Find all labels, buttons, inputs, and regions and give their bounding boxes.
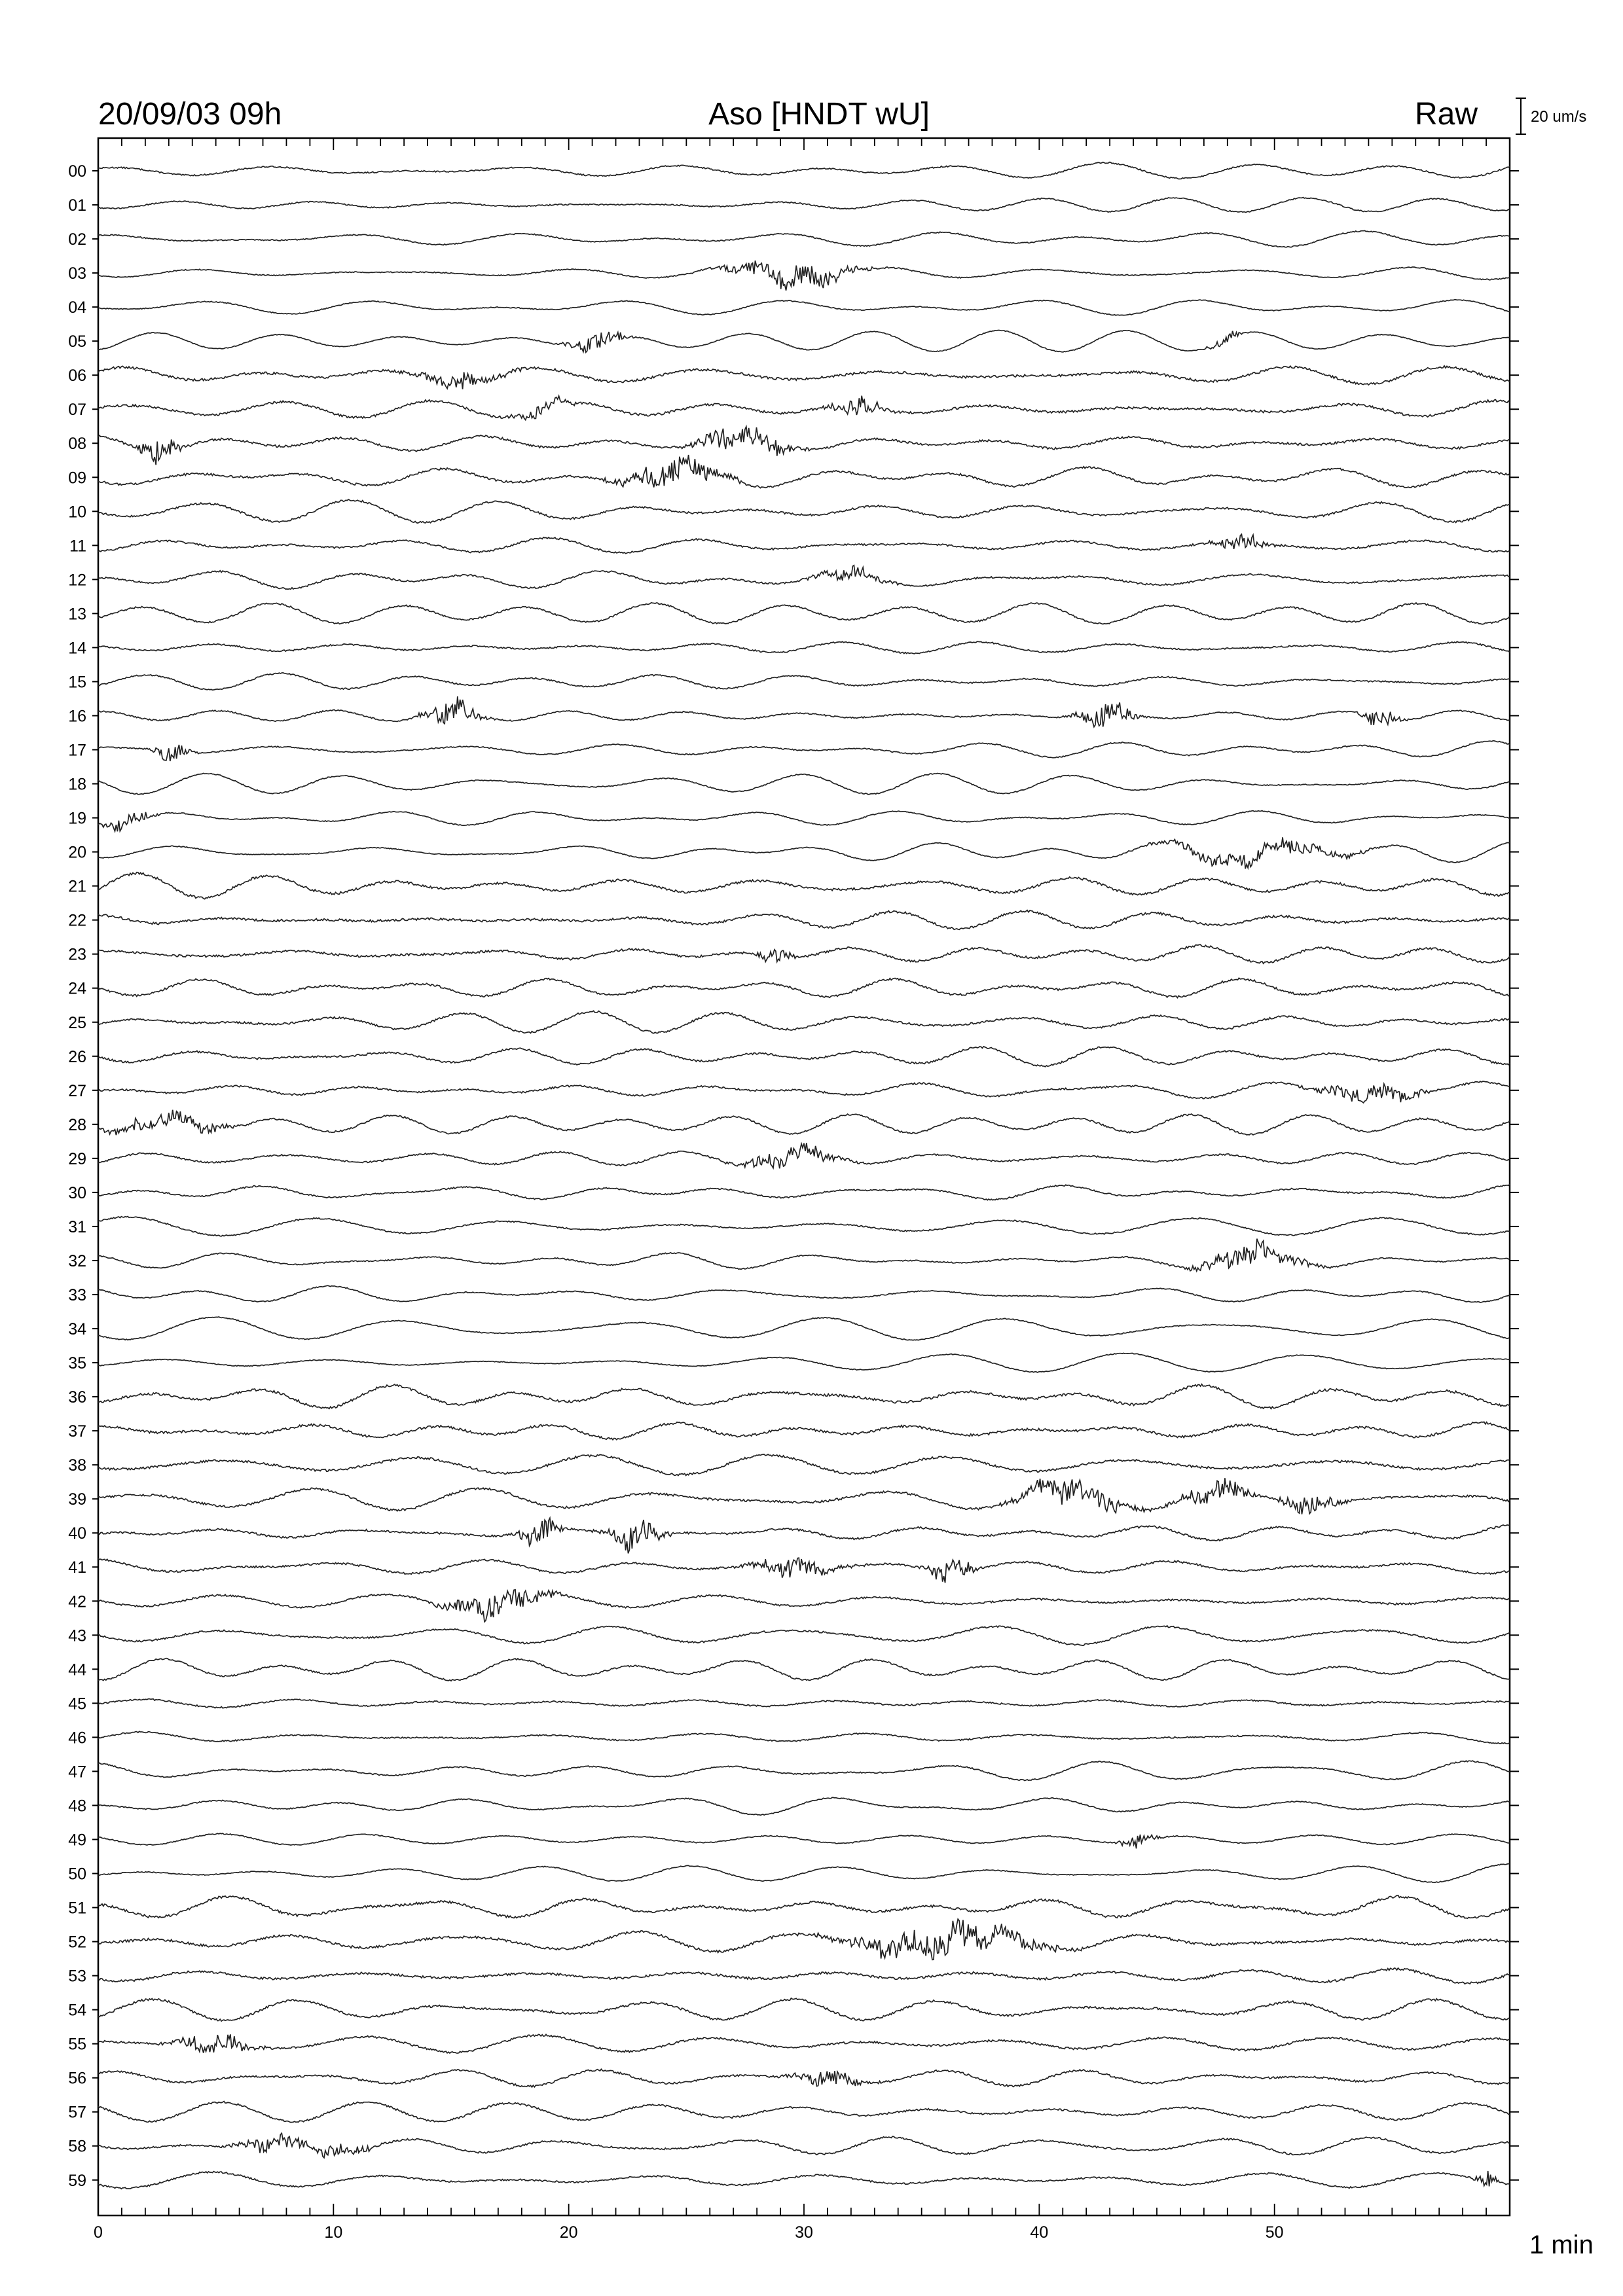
row-label: 34 xyxy=(68,1320,86,1339)
trace-43 xyxy=(98,1626,1510,1645)
trace-21 xyxy=(98,872,1510,899)
row-label: 18 xyxy=(68,775,86,794)
row-label: 16 xyxy=(68,707,86,726)
trace-10 xyxy=(98,499,1510,523)
trace-15 xyxy=(98,673,1510,690)
row-label: 39 xyxy=(68,1490,86,1509)
row-label: 25 xyxy=(68,1013,86,1032)
trace-33 xyxy=(98,1285,1510,1302)
trace-22 xyxy=(98,910,1510,930)
row-label: 26 xyxy=(68,1047,86,1066)
trace-00 xyxy=(98,162,1510,179)
row-label: 03 xyxy=(68,264,86,283)
amplitude-scale-bar xyxy=(1516,98,1526,134)
row-label: 56 xyxy=(68,2069,86,2088)
row-label: 42 xyxy=(68,1592,86,1611)
x-tick-label: 30 xyxy=(795,2223,813,2242)
row-label: 51 xyxy=(68,1899,86,1918)
trace-28 xyxy=(98,1110,1510,1136)
trace-38 xyxy=(98,1454,1510,1475)
trace-27 xyxy=(98,1081,1510,1103)
row-label: 15 xyxy=(68,673,86,692)
row-label: 07 xyxy=(68,401,86,420)
row-label: 30 xyxy=(68,1183,86,1202)
trace-14 xyxy=(98,641,1510,654)
row-label: 24 xyxy=(68,979,86,998)
trace-54 xyxy=(98,1998,1510,2021)
row-label: 40 xyxy=(68,1524,86,1543)
trace-18 xyxy=(98,773,1510,794)
row-label: 11 xyxy=(69,537,86,556)
row-label: 53 xyxy=(68,1967,86,1986)
row-label: 47 xyxy=(68,1763,86,1782)
trace-08 xyxy=(98,427,1510,465)
row-label: 13 xyxy=(68,605,86,624)
trace-01 xyxy=(98,198,1510,213)
row-label: 45 xyxy=(68,1695,86,1713)
row-label: 10 xyxy=(68,503,86,522)
trace-06 xyxy=(98,366,1510,389)
row-label: 01 xyxy=(68,196,86,215)
trace-42 xyxy=(98,1590,1510,1622)
trace-20 xyxy=(98,837,1510,869)
trace-29 xyxy=(98,1143,1510,1168)
trace-53 xyxy=(98,1968,1510,1984)
row-label: 55 xyxy=(68,2035,86,2054)
row-label: 50 xyxy=(68,1865,86,1884)
trace-49 xyxy=(98,1833,1510,1848)
amplitude-scale-label: 20 um/s xyxy=(1531,108,1587,126)
x-tick-group xyxy=(94,2223,1284,2242)
row-label: 49 xyxy=(68,1831,86,1850)
row-label: 12 xyxy=(68,571,86,590)
row-label: 38 xyxy=(68,1456,86,1475)
row-label: 31 xyxy=(68,1217,86,1236)
trace-09 xyxy=(98,455,1510,488)
trace-55 xyxy=(98,2034,1510,2053)
row-label: 58 xyxy=(68,2137,86,2156)
trace-40 xyxy=(98,1518,1510,1553)
trace-12 xyxy=(98,565,1510,590)
row-label: 17 xyxy=(68,741,86,760)
row-label: 09 xyxy=(68,469,86,488)
trace-07 xyxy=(98,396,1510,420)
trace-31 xyxy=(98,1217,1510,1236)
row-label: 06 xyxy=(68,367,86,386)
trace-05 xyxy=(98,331,1510,353)
trace-45 xyxy=(98,1699,1510,1708)
trace-23 xyxy=(98,944,1510,963)
row-label: 00 xyxy=(68,162,86,181)
trace-57 xyxy=(98,2102,1510,2123)
row-label: 08 xyxy=(68,435,86,454)
row-label: 57 xyxy=(68,2103,86,2122)
trace-41 xyxy=(98,1558,1510,1583)
row-label: 23 xyxy=(68,945,86,964)
row-label: 33 xyxy=(68,1285,86,1304)
trace-56 xyxy=(98,2069,1510,2087)
trace-11 xyxy=(98,534,1510,553)
x-tick-label: 40 xyxy=(1030,2223,1049,2242)
row-label: 59 xyxy=(68,2171,86,2190)
row-label: 35 xyxy=(68,1354,86,1373)
mode-label: Raw xyxy=(1414,97,1478,132)
trace-36 xyxy=(98,1384,1510,1409)
row-label: 04 xyxy=(68,298,86,317)
row-label: 27 xyxy=(68,1081,86,1100)
trace-25 xyxy=(98,1011,1510,1033)
trace-44 xyxy=(98,1659,1510,1681)
trace-group xyxy=(98,162,1510,2189)
trace-16 xyxy=(98,696,1510,727)
x-tick-label: 10 xyxy=(324,2223,343,2242)
row-label: 41 xyxy=(68,1558,86,1577)
trace-34 xyxy=(98,1317,1510,1340)
x-tick-label: 0 xyxy=(94,2223,103,2242)
trace-03 xyxy=(98,260,1510,291)
trace-02 xyxy=(98,230,1510,247)
x-axis-label: 1 min xyxy=(1529,2231,1594,2259)
datetime-title: 20/09/03 09h xyxy=(98,97,282,132)
trace-32 xyxy=(98,1239,1510,1272)
row-label: 19 xyxy=(68,809,86,828)
trace-24 xyxy=(98,978,1510,997)
row-label: 54 xyxy=(68,2001,86,2020)
trace-48 xyxy=(98,1797,1510,1815)
trace-52 xyxy=(98,1919,1510,1960)
trace-26 xyxy=(98,1047,1510,1067)
row-label: 14 xyxy=(68,639,86,658)
row-label: 20 xyxy=(68,843,86,862)
row-label: 44 xyxy=(68,1660,86,1679)
row-label: 52 xyxy=(68,1933,86,1952)
trace-30 xyxy=(98,1184,1510,1200)
row-label: 43 xyxy=(68,1626,86,1645)
trace-58 xyxy=(98,2133,1510,2158)
trace-13 xyxy=(98,603,1510,624)
x-tick-label: 20 xyxy=(559,2223,578,2242)
row-label: 37 xyxy=(68,1422,86,1441)
row-label-group xyxy=(68,162,1519,2190)
trace-19 xyxy=(98,811,1510,832)
row-label: 22 xyxy=(68,911,86,930)
x-tick-label: 50 xyxy=(1265,2223,1284,2242)
trace-59 xyxy=(98,2171,1510,2189)
trace-39 xyxy=(98,1478,1510,1514)
row-label: 32 xyxy=(68,1251,86,1270)
trace-46 xyxy=(98,1731,1510,1744)
trace-47 xyxy=(98,1761,1510,1780)
row-label: 36 xyxy=(68,1388,86,1407)
row-label: 21 xyxy=(68,877,86,896)
row-label: 05 xyxy=(68,332,86,351)
station-title: Aso [HNDT wU] xyxy=(708,97,930,132)
trace-04 xyxy=(98,300,1510,315)
row-label: 29 xyxy=(68,1149,86,1168)
row-label: 02 xyxy=(68,230,86,249)
trace-51 xyxy=(98,1895,1510,1918)
trace-37 xyxy=(98,1422,1510,1440)
trace-17 xyxy=(98,741,1510,761)
trace-50 xyxy=(98,1864,1510,1883)
row-label: 28 xyxy=(68,1115,86,1134)
trace-35 xyxy=(98,1353,1510,1372)
row-label: 46 xyxy=(68,1729,86,1748)
row-label: 48 xyxy=(68,1797,86,1816)
